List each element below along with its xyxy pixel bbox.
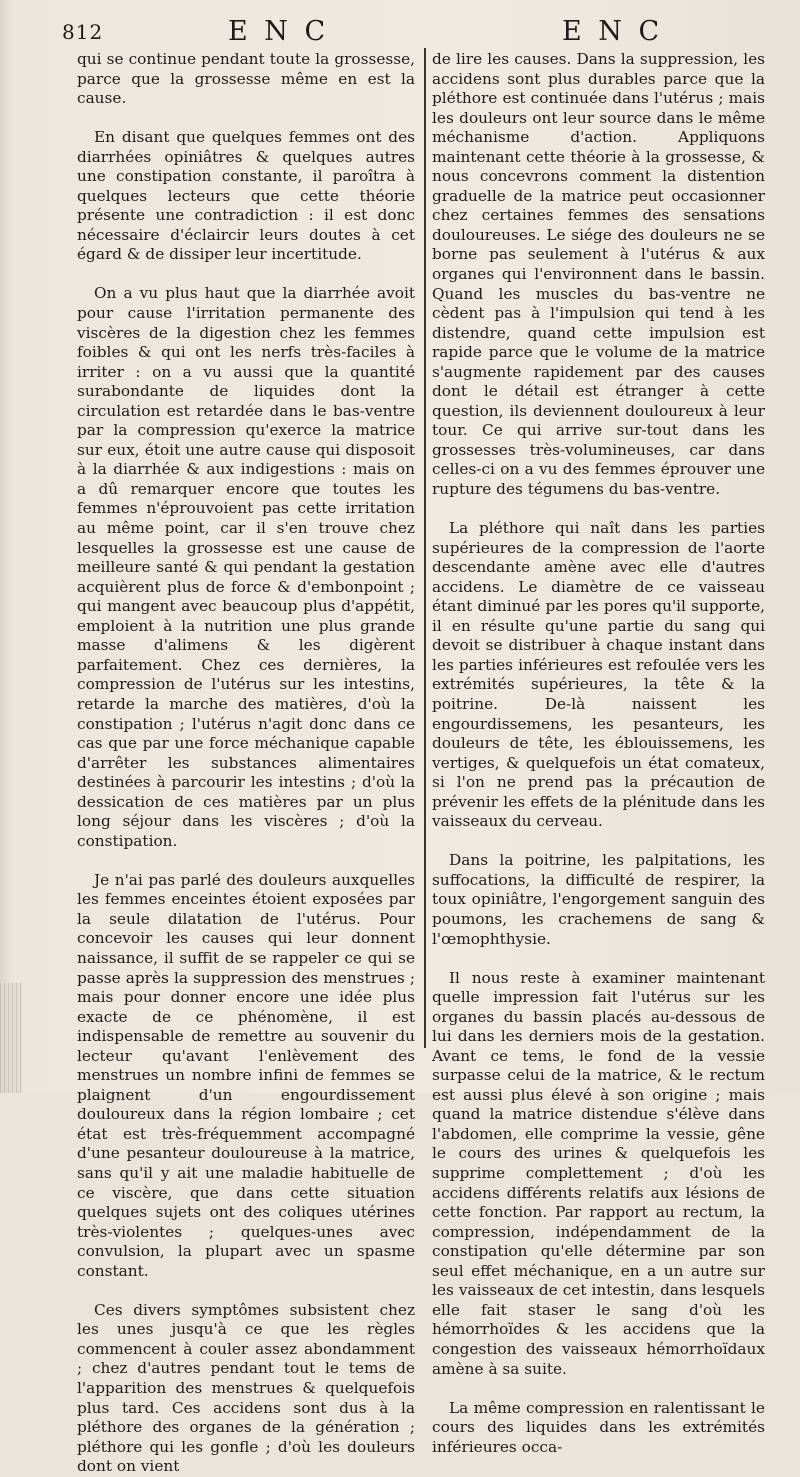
paragraph: La pléthore qui naît dans les parties supérieures de la compression de l'aorte descendante amène avec elle d'autres accidens. Le diamètre de ce vaisseau étant diminué par les pores qu'il supporte, il en résulte qu'une partie du sang qui devoit se distribuer à chaque instant dans les parties inférieures est refoulée vers les extrémités supérieures, la tête & la poitrine. De-là naissent les engourdissemens, les pesanteurs, les douleurs de tête, les éblouissemens, les vertiges, & quelquefois un état comateux, si l'on ne prend pas la précaution de prévenir les effets de la plénitude dans les vaisseaux du cerveau. [432, 519, 765, 831]
right-column [432, 50, 765, 1457]
column-divider [424, 48, 426, 1048]
page-edge-shadow [0, 983, 22, 1093]
left-column [77, 50, 415, 1477]
page-header [0, 16, 800, 50]
running-head-left: E N C [228, 16, 330, 47]
paragraph: On a vu plus haut que la diarrhée avoit pour cause l'irritation permanente des viscères de la digestion chez les femmes foibles & qui ont les nerfs très-faciles à irriter : on a vu aussi que la quantité surabondante de liquides dont la circulation est retardée dans le bas-ventre par la compression qu'exerce la matrice sur eux, étoit une autre cause qui disposoit à la diarrhée & aux indigestions : mais on a dû remarquer encore que toutes les femmes n'éprouvoient pas cette irritation au même point, car il s'en trouve chez lesquelles la grossesse est une cause de meilleure santé & qui pendant la gestation acquièrent plus de force & d'embonpoint ; qui mangent avec beaucoup plus d'appétit, emploient à la nutrition une plus grande masse d'alimens & les digèrent parfaitement. Chez ces dernières, la compression de l'utérus sur les intestins, retarde la marche des matières, d'où la constipation ; l'utérus n'agit donc dans ce cas que par une force méchanique capable d'arrêter les substances alimentaires destinées à parcourir les intestins ; d'où la dessication de ces matières par un plus long séjour dans les viscères ; d'où la constipation. [77, 284, 415, 850]
running-head-right: E N C [562, 16, 664, 47]
paragraph: de lire les causes. Dans la suppression, les accidens sont plus durables parce que la pléthore est continuée dans l'utérus ; mais les douleurs ont leur source dans le même méchanisme d'action. Appliquons maintenant cette théorie à la grossesse, & nous concevrons comment la distention graduelle de la matrice peut occasionner chez certaines femmes des sensations douloureuses. Le siége des douleurs ne se borne pas seulement à l'utérus & aux organes qui l'environnent dans le bassin. Quand les muscles du bas-ventre ne cèdent pas à l'impulsion qui tend à les distendre, quand cette impulsion est rapide parce que le volume de la matrice s'augmente rapidement par des causes dont le détail est étranger à cette question, ils deviennent douloureux à leur tour. Ce qui arrive sur-tout dans les grossesses très-volumineuses, car dans celles-ci on a vu des femmes éprouver une rupture des tégumens du bas-ventre. [432, 50, 765, 499]
paragraph: En disant que quelques femmes ont des diarrhées opiniâtres & quelques autres une constipation constante, il paroîtra à quelques lecteurs que cette théorie présente une contradiction : il est donc nécessaire d'éclaircir leurs doutes à cet égard & de dissiper leur incertitude. [77, 128, 415, 264]
paragraph: Il nous reste à examiner maintenant quelle impression fait l'utérus sur les organes du bassin placés au-dessous de lui dans les derniers mois de la gestation. Avant ce tems, le fond de la vessie surpasse celui de la matrice, & le rectum est aussi plus élevé à son origine ; mais quand la matrice distendue s'élève dans l'abdomen, elle comprime la vessie, gêne le cours des urines & quelquefois les supprime complettement ; d'où les accidens différents relatifs aux lésions de cette fonction. Par rapport au rectum, la compression, indépendamment de la constipation qu'elle détermine par son seul effet méchanique, en a un autre sur les vaisseaux de cet intestin, dans lesquels elle fait staser le sang d'où les hémorrhoïdes & les accidens que la congestion des vaisseaux hémorrhoïdaux amène à sa suite. [432, 968, 765, 1378]
paragraph: La même compression en ralentissant le cours des liquides dans les extrémités inférieures occa- [432, 1398, 765, 1456]
paragraph: Je n'ai pas parlé des douleurs auxquelles les femmes enceintes étoient exposées par la seule dilatation de l'utérus. Pour concevoir les causes qui leur donnent naissance, il suffit de se rappeler ce qui se passe après la suppression des menstrues ; mais pour donner encore une idée plus exacte de ce phénomène, il est indispensable de remettre au souvenir du lecteur qu'avant l'enlèvement des menstrues un nombre infini de femmes se plaignent d'un engourdissement douloureux dans la région lombaire ; cet état est très-fréquemment accompagné d'une pesanteur douloureuse à la matrice, sans qu'il y ait une maladie habituelle de ce viscère, que dans cette situation quelques sujets ont des coliques utérines très-violentes ; quelques-unes avec convulsion, la plupart avec un spasme constant. [77, 870, 415, 1280]
paragraph: Ces divers symptômes subsistent chez les unes jusqu'à ce que les règles commencent à couler assez abondamment ; chez d'autres pendant tout le tems de l'apparition des menstrues & quelquefois plus tard. Ces accidens sont dus à la pléthore des organes de la génération ; pléthore qui les gonfle ; d'où les douleurs dont on vient [77, 1300, 415, 1476]
paragraph: qui se continue pendant toute la grossesse, parce que la grossesse même en est la cause. [77, 50, 415, 108]
page-number: 812 [62, 20, 104, 44]
paragraph: Dans la poitrine, les palpitations, les suffocations, la difficulté de respirer, la toux opiniâtre, l'engorgement sanguin des poumons, les crachemens de sang & l'œmophthysie. [432, 851, 765, 948]
